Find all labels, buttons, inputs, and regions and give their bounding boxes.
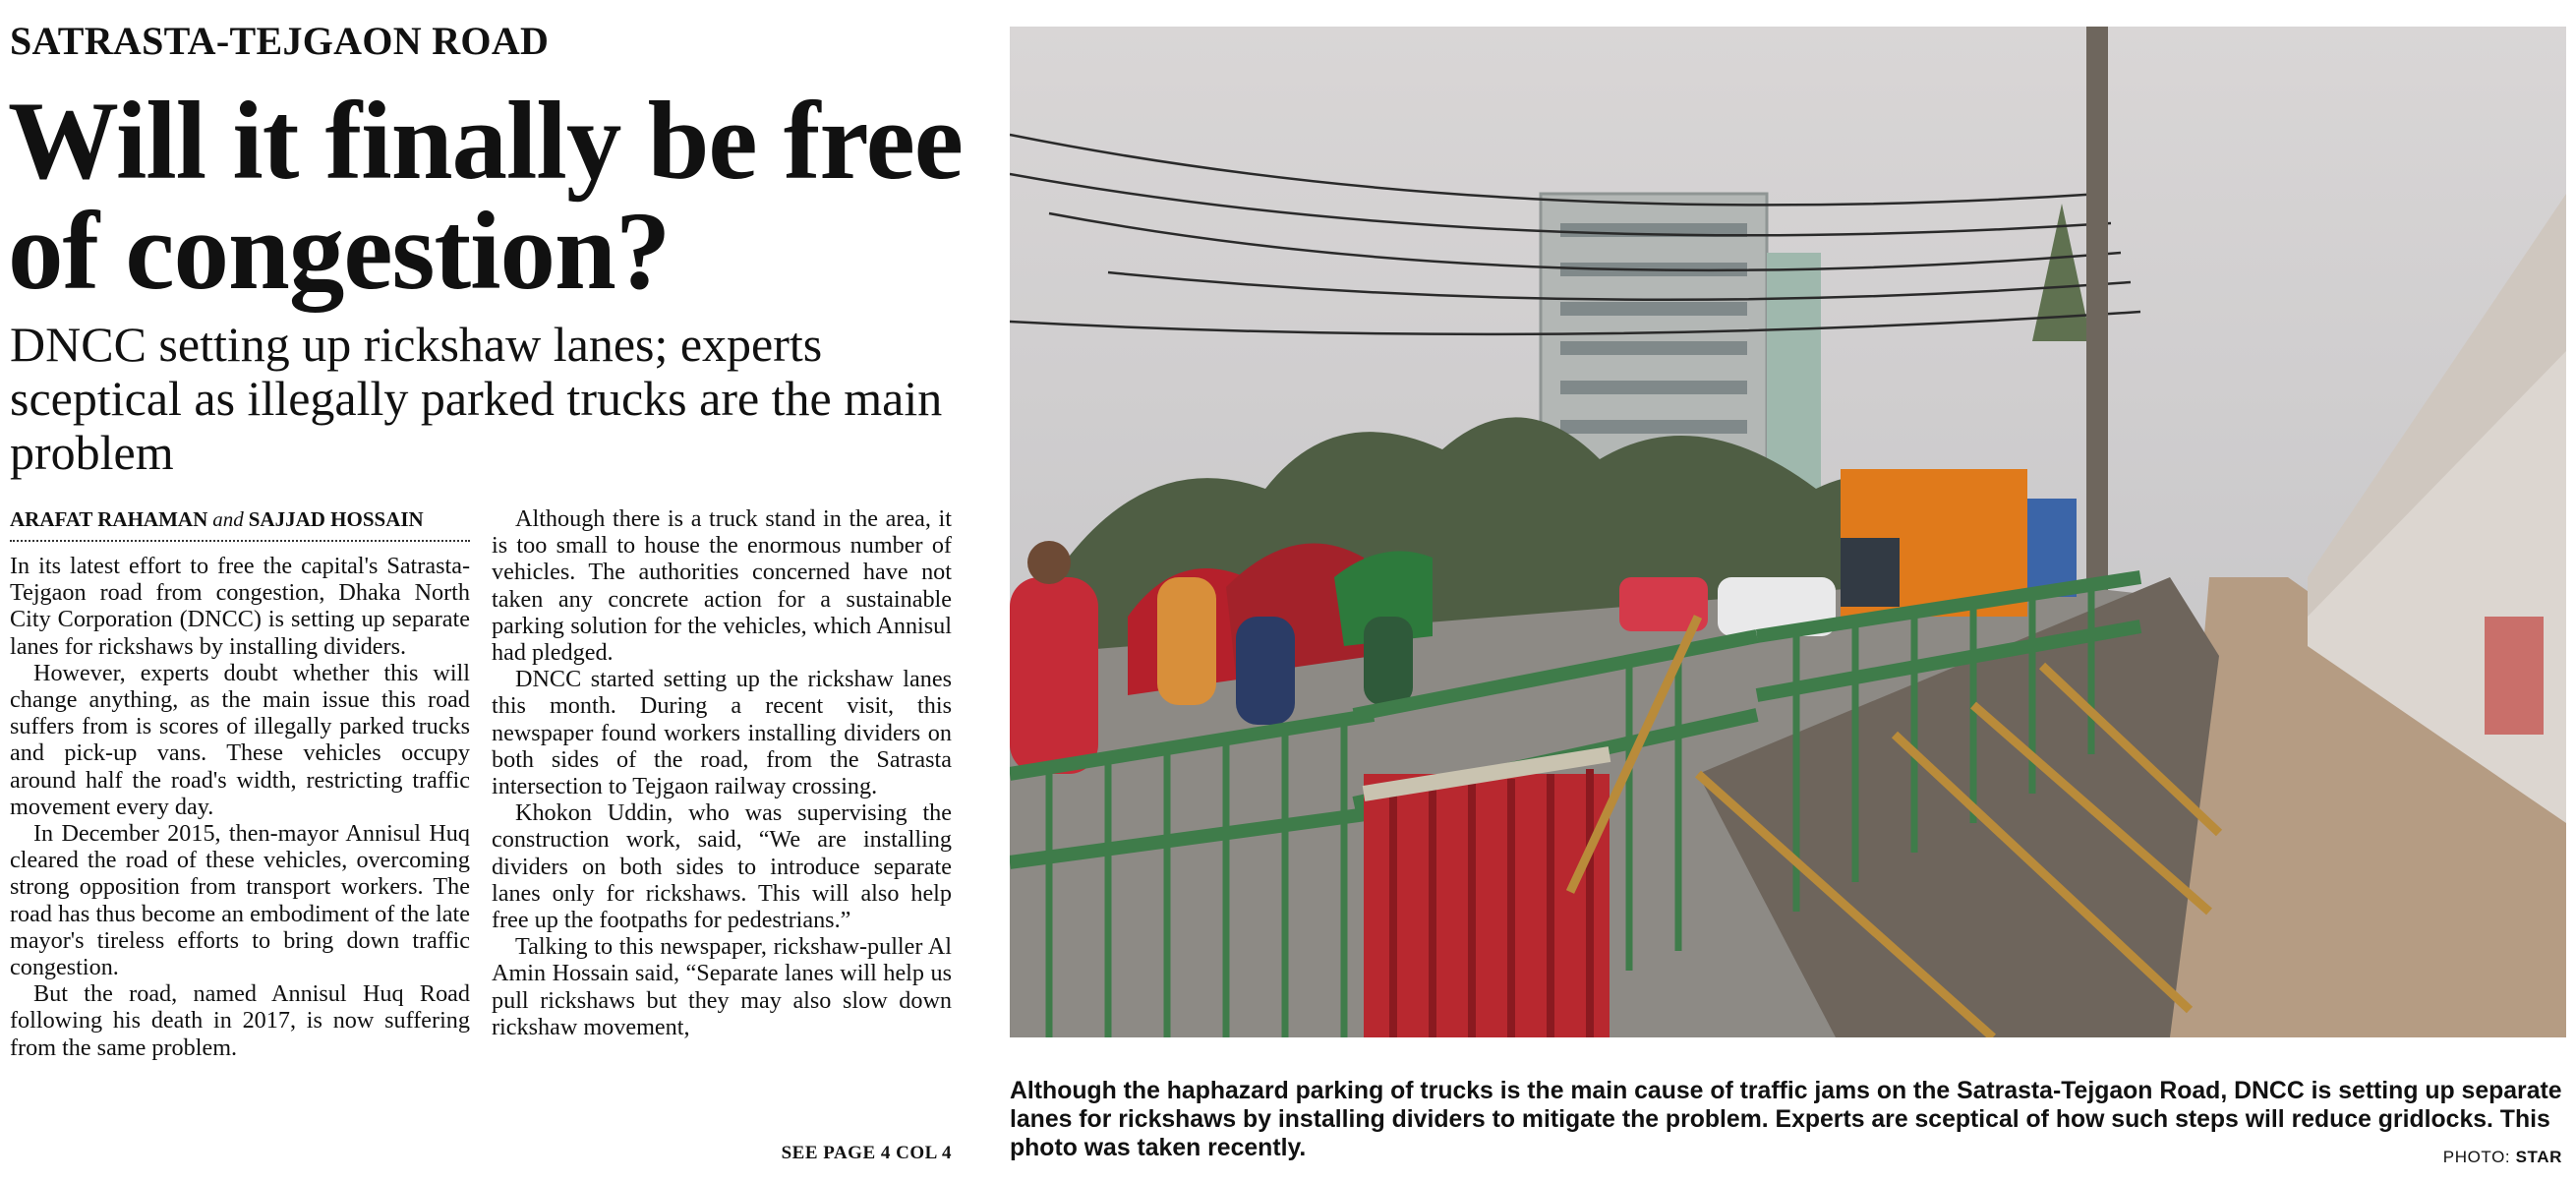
article-column-1	[10, 553, 470, 1061]
paragraph: However, experts doubt whether this will change anything, as the main issue this road suffers from is scores of illegally parked trucks and pick-up vans. These vehicles occupy around half the road's width, restricting traffic movement every day.	[10, 659, 470, 820]
red-railing-section	[1364, 754, 1610, 1037]
paragraph: In its latest effort to free the capital's Satrasta-Tejgaon road from congestion, Dhaka North City Corporation (DNCC) is setting up separate lanes for rickshaws by installing dividers.	[10, 553, 470, 660]
street-scene-illustration	[1010, 27, 2566, 1037]
subhead: DNCC setting up rickshaw lanes; experts sceptical as illegally parked trucks are the main problem	[10, 317, 943, 480]
kicker: SATRASTA-TEJGAON ROAD	[10, 19, 550, 63]
paragraph: In December 2015, then-mayor Annisul Huq cleared the road of these vehicles, overcoming strong opposition from transport workers. The road has thus become an embodiment of the late mayor's tireless efforts to bring down traffic congestion.	[10, 820, 470, 981]
paragraph: But the road, named Annisul Huq Road following his death in 2017, is now suffering from the same problem.	[10, 980, 470, 1061]
photo-credit	[2443, 1148, 2562, 1167]
photo-credit-label: PHOTO:	[2442, 1148, 2511, 1166]
continuation-note: SEE PAGE 4 COL 4	[781, 1143, 952, 1163]
byline-conjunction: and	[212, 507, 244, 531]
news-photo	[1010, 27, 2566, 1037]
utility-pole	[2086, 27, 2108, 636]
byline-author-2: SAJJAD HOSSAIN	[248, 507, 424, 531]
paragraph: Khokon Uddin, who was supervising the construction work, said, “We are installing dividers on both sides to introduce separate lanes only for rickshaws. This will also help free up the footpaths for pedestrians.”	[492, 799, 952, 934]
photo-caption: Although the haphazard parking of trucks is the main cause of traffic jams on the Satrasta-Tejgaon Road, DNCC is setting up separate lanes for rickshaws by installing dividers to mitigate the problem. Experts are sceptical of how such steps will reduce gridlocks. This photo was taken recently.	[1010, 1078, 2562, 1161]
article-column-2	[492, 505, 952, 1040]
paragraph: Although there is a truck stand in the area, it is too small to house the enormous number of vehicles. The authorities concerned have not taken any concrete action for a sustainable parking solution for the vehicles, which Annisul had pledged.	[492, 505, 952, 667]
paragraph: Talking to this newspaper, rickshaw-puller Al Amin Hossain said, “Separate lanes will help us pull rickshaws but they may also slow down rickshaw movement,	[492, 933, 952, 1040]
headline: Will it finally be free of congestion?	[8, 80, 963, 313]
byline-author-1: ARAFAT RAHAMAN	[10, 507, 208, 531]
paragraph: DNCC started setting up the rickshaw lanes this month. During a recent visit, this newspaper found workers installing dividers on both sides of the road, from the Satrasta intersection to Tejgaon railway crossing.	[492, 666, 952, 800]
byline	[10, 507, 470, 542]
photo-credit-source: STAR	[2515, 1148, 2562, 1166]
